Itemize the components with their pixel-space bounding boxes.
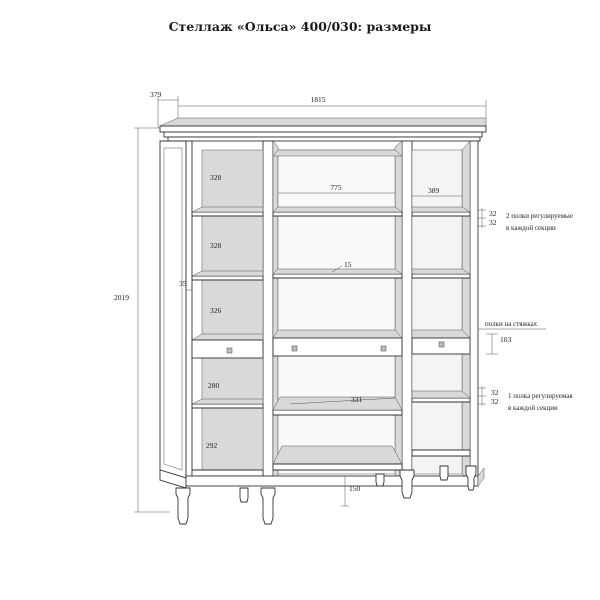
inner-width-middle-label: 775 [330,183,342,192]
leg-front-left [176,488,190,524]
leg-front-middle-left [261,488,275,524]
leg-rear-left [240,488,248,502]
right-drawer-knob-icon [439,342,444,347]
cornice [160,118,486,141]
fixed-shelves-note: полки на стяжках [485,320,538,328]
plinth-height-label: 150 [349,484,361,493]
gap-c-label: 32 [491,388,499,397]
back-panels [202,150,462,474]
drawer-height-label: 103 [500,335,512,344]
gap-a-label: 32 [489,209,497,218]
lower-shelf-depth-label: 331 [351,395,363,404]
shelf-thickness-label: 15 [344,260,352,269]
depth-label: 379 [150,90,162,99]
left-side-panel [160,141,186,478]
left-height-1-label: 328 [210,173,222,182]
inner-width-right-label: 389 [428,186,440,195]
lower-shelf-note-line1: 1 полка регулируемая [508,392,573,400]
left-drawer-knob-icon [227,348,232,353]
upper-shelves-note-line1: 2 полки регулируемые [506,212,573,220]
leg-rear-middle [376,474,384,486]
left-height-2-label: 328 [210,241,222,250]
left-height-5-label: 292 [206,441,218,450]
leg-rear-right-inner [440,466,448,480]
upper-shelves-note-line2: в каждой секции [506,224,556,232]
drawer-band [192,330,470,358]
gap-d-label: 32 [491,397,499,406]
gap-b-label: 32 [489,218,497,227]
leg-front-middle-right [400,470,414,498]
right-dimensions [478,208,573,412]
width-dimension [178,95,486,118]
width-label: 1815 [310,95,326,104]
left-height-4-label: 280 [208,381,220,390]
middle-drawer-knob-right-icon [381,346,386,351]
middle-drawer-knob-left-icon [292,346,297,351]
height-label: 2019 [114,293,129,302]
left-height-3-label: 326 [210,306,222,315]
side-thickness-label: 35 [179,279,187,288]
lower-shelf-note-line2: в каждой секции [508,404,558,412]
diagram-title: Стеллаж «Ольса» 400/030: размеры [168,19,432,34]
